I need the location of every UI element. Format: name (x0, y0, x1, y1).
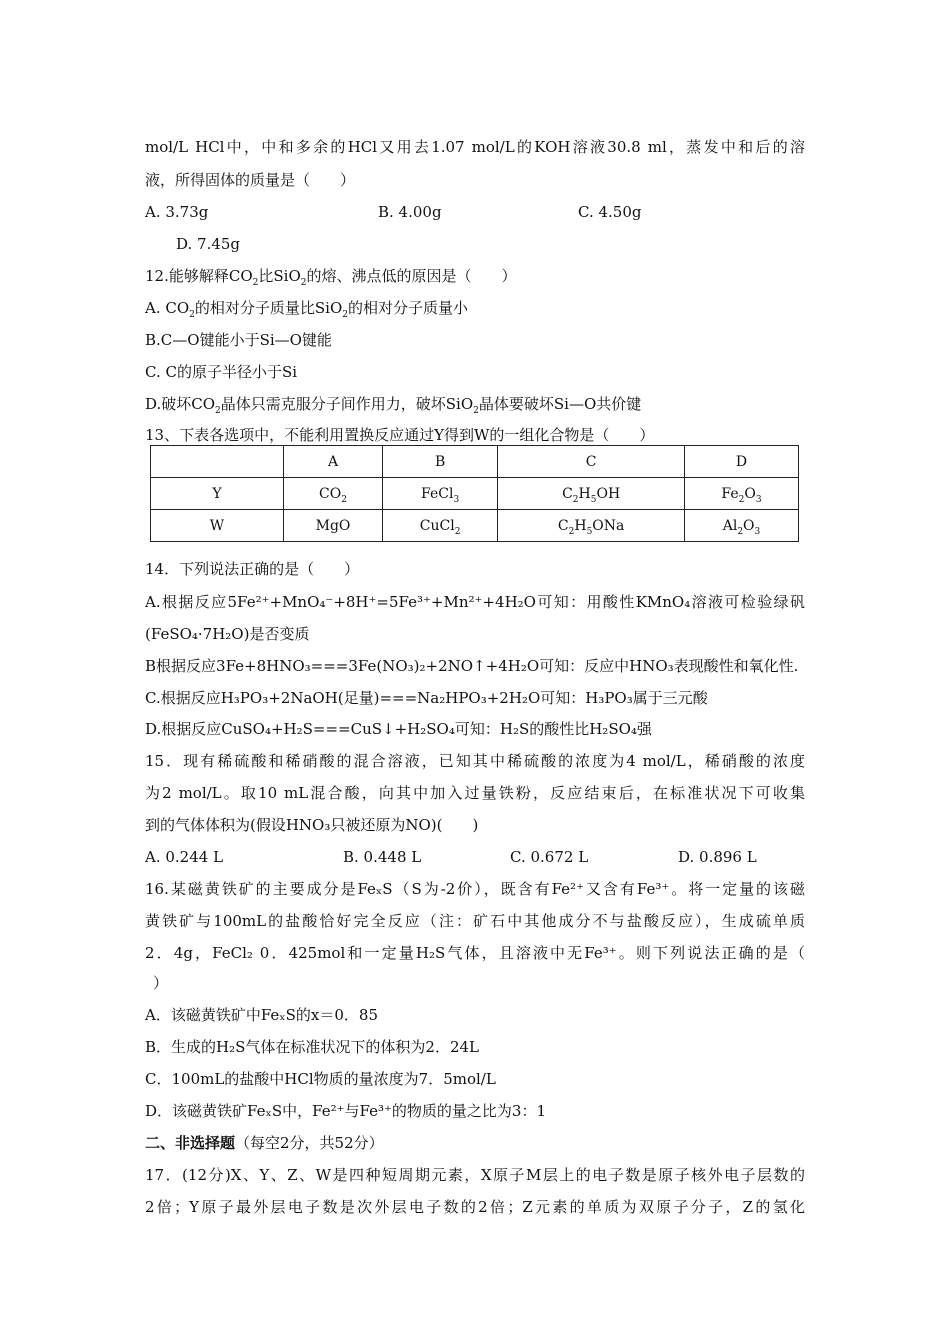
q16-option-c: C．100mL的盐酸中HCl物质的量浓度为7．5mol/L (145, 1070, 496, 1088)
q15-line-3: 到的气体体积为(假设HNO₃只被还原为NO)( ) (145, 816, 479, 834)
q12-option-d: D.破坏$CO_2$晶体只需克服分子间作用力，破坏SiO$_2$晶体要破坏Si—O共价键 (145, 395, 642, 416)
section-2-title: 二、非选择题 (145, 1134, 236, 1152)
q14-option-d: D.根据反应CuSO₄+H₂S===CuS↓+H₂SO₄可知：H₂S的酸性比H₂SO₄强 (145, 720, 652, 738)
table-row (151, 478, 799, 510)
q15-option-d: D. 0.896 L (678, 848, 757, 866)
table-cell: CuCl$_2$ (383, 510, 498, 542)
q14-stem: 14．下列说法正确的是（ ） (145, 560, 360, 578)
q16-option-b: B．生成的H₂S气体在标准状况下的体积为2．24L (145, 1038, 479, 1056)
q16-line-4: ） (153, 974, 169, 992)
table-row (151, 510, 799, 542)
q11-option-d: D. 7.45g (176, 235, 241, 253)
q16-line-2: 黄铁矿与100mL的盐酸恰好完全反应（注：矿石中其他成分不与盐酸反应），生成硫单质 (145, 912, 805, 930)
q11-option-c: C. 4.50g (578, 203, 642, 221)
table-cell: FeCl$_3$ (383, 478, 498, 510)
section-2-note: （每空2分，共52分） (235, 1134, 384, 1152)
q14-option-c: C.根据反应H₃PO₃+2NaOH(足量)===Na₂HPO₃+2H₂O可知：H₃PO₃属于三元酸 (145, 689, 708, 707)
q11-line-1: mol/L HCl中，中和多余的HCl又用去1.07 mol/L的KOH溶液30.8 ml，蒸发中和后的溶 (145, 138, 805, 156)
q14-option-a-line-2: (FeSO₄·7H₂O)是否变质 (145, 625, 310, 643)
table-cell: $CO_2$ (284, 478, 383, 510)
table-cell: $C_2H_5ONa$ (498, 510, 685, 542)
table-header-cell: D (685, 446, 799, 478)
table-header-cell: C (498, 446, 685, 478)
q12-option-b: B.C—O键能小于Si—O键能 (145, 331, 332, 349)
q16-line-1: 16.某磁黄铁矿的主要成分是FeₓS（S为-2价），既含有Fe²⁺又含有Fe³⁺。将一定量的该磁 (145, 880, 805, 898)
table-row-label: Y (151, 478, 284, 510)
q15-option-a: A. 0.244 L (145, 848, 224, 866)
q15-line-2: 为2 mol/L。取10 mL混合酸，向其中加入过量铁粉，反应结束后，在标准状况下可收集 (145, 784, 805, 802)
table-cell: $Fe_2O_3$ (685, 478, 799, 510)
q13-table (150, 445, 799, 542)
table-cell: $C_2H_5OH$ (498, 478, 685, 510)
q13-stem: 13、下表各选项中，不能利用置换反应通过Y得到W的一组化合物是（ ） (145, 426, 655, 444)
table-cell: MgO (284, 510, 383, 542)
q16-line-3: 2．4g，FeCl₂ 0．425mol和一定量H₂S气体，且溶液中无Fe³⁺。则下列说法正确的是（ (145, 944, 805, 962)
table-header-cell: A (284, 446, 383, 478)
table-header-row (151, 446, 799, 478)
q14-option-a-line-1: A.根据反应5Fe²⁺+MnO₄⁻+8H⁺=5Fe³⁺+Mn²⁺+4H₂O可知：用酸性KMnO₄溶液可检验绿矾 (145, 593, 805, 611)
table-header-cell (151, 446, 284, 478)
q15-option-c: C. 0.672 L (510, 848, 589, 866)
q12-stem: 12.能够解释$CO_2$比SiO$_2$的熔、沸点低的原因是（ ） (145, 267, 517, 288)
q16-option-a: A．该磁黄铁矿中FeₓS的x＝0．85 (145, 1006, 379, 1024)
section-2-heading (145, 1133, 384, 1153)
q11-option-b: B. 4.00g (378, 203, 442, 221)
q17-line-2: 2倍；Y原子最外层电子数是次外层电子数的2倍；Z元素的单质为双原子分子，Z的氢化 (145, 1198, 805, 1216)
q11-line-2: 液，所得固体的质量是（ ） (145, 171, 356, 189)
table-row-label: W (151, 510, 284, 542)
q15-option-b: B. 0.448 L (343, 848, 422, 866)
q16-option-d: D．该磁黄铁矿FeₓS中，Fe²⁺与Fe³⁺的物质的量之比为3：1 (145, 1102, 547, 1120)
q17-line-1: 17．(12分)X、Y、Z、W是四种短周期元素，X原子M层上的电子数是原子核外电子层数的 (145, 1166, 805, 1184)
table-cell: $Al_2O_3$ (685, 510, 799, 542)
q15-line-1: 15．现有稀硫酸和稀硝酸的混合溶液，已知其中稀硫酸的浓度为4 mol/L，稀硝酸的浓度 (145, 752, 805, 770)
q11-option-a: A. 3.73g (145, 203, 209, 221)
q14-option-b: B根据反应3Fe+8HNO₃===3Fe(NO₃)₂+2NO↑+4H₂O可知：反应中HNO₃表现酸性和氧化性. (145, 657, 799, 675)
q12-option-a: A. $CO_2$的相对分子质量比SiO$_2$的相对分子质量小 (145, 299, 469, 320)
table-header-cell: B (383, 446, 498, 478)
q12-option-c: C. C的原子半径小于Si (145, 363, 298, 381)
